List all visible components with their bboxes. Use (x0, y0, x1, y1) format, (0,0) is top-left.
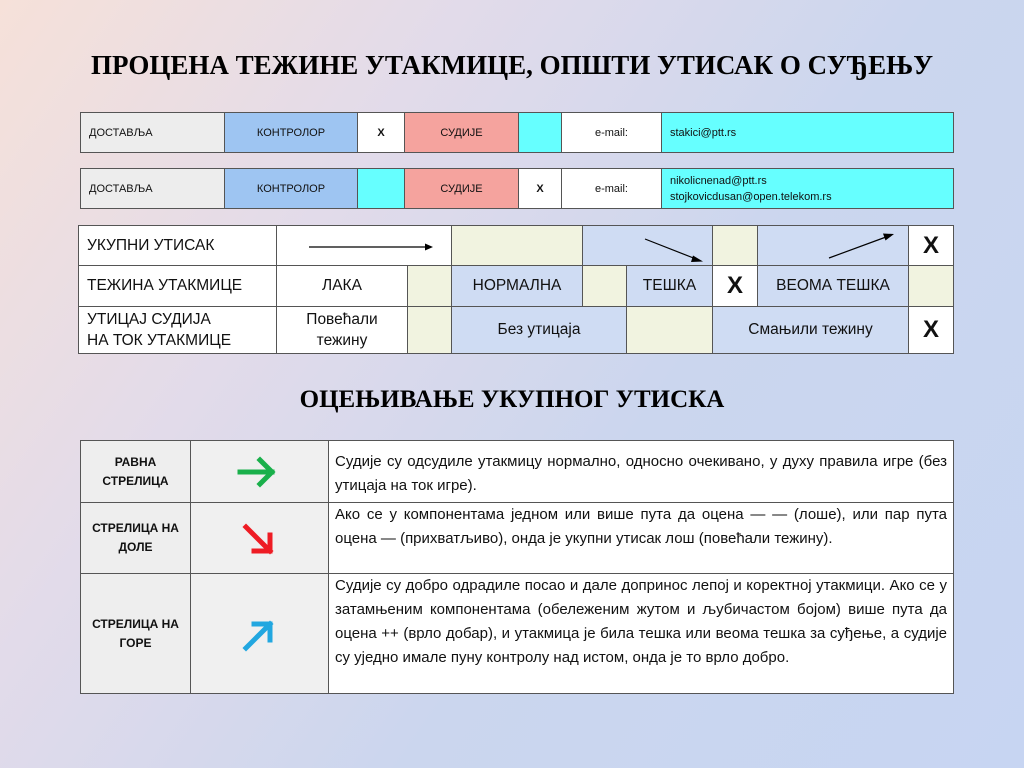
difficulty-normal: НОРМАЛНА (452, 266, 583, 307)
referees-label: СУДИЈЕ (405, 169, 519, 209)
label-line: УТИЦАЈ СУДИЈА (87, 311, 211, 328)
label-line: СТРЕЛИЦА НА (92, 521, 179, 535)
thin-arrow-right-icon (277, 227, 451, 265)
flat-arrow-cell (277, 226, 452, 266)
referees-checkbox[interactable] (519, 113, 562, 153)
delivered-by-label: ДОСТАВЉА (81, 169, 225, 209)
impression-table (78, 225, 954, 354)
influence-none-checkbox[interactable] (627, 307, 713, 354)
down-arrow-cell (583, 226, 713, 266)
legend-icon-cell (191, 574, 329, 694)
legend-name (81, 503, 191, 574)
difficulty-very-hard: ВЕОМА ТЕШКА (758, 266, 909, 307)
difficulty-hard-checkbox[interactable]: X (713, 266, 758, 307)
label-line: тежину (316, 332, 368, 349)
referees-label: СУДИЈЕ (405, 113, 519, 153)
email-line: stojkovicdusan@open.telekom.rs (670, 190, 832, 203)
label-line: Повећали (306, 311, 378, 328)
label-line: СТРЕЛИЦА (102, 473, 169, 488)
influence-none: Без утицаја (452, 307, 627, 354)
influence-reduced: Смањили тежину (713, 307, 909, 354)
difficulty-easy: ЛАКА (277, 266, 408, 307)
email-label: e-mail: (562, 113, 662, 153)
legend-description: Ако се у компонентама једном или више пута да оцена — — (лоше), или пар пута оцена — (прихватљиво), онда је укупни утисак лош (повећали тежину). (329, 503, 954, 574)
delivered-by-label: ДОСТАВЉА (81, 113, 225, 153)
difficulty-hard: ТЕШКА (627, 266, 713, 307)
difficulty-normal-checkbox[interactable] (583, 266, 627, 307)
label-line: СТРЕЛИЦА НА (92, 616, 179, 631)
legend-description: Судије су одсудиле утакмицу нормално, односно очекивано, у духу правила игре (без утицаја на ток игре). (329, 441, 954, 503)
label-line: НА ТОК УТАКМИЦЕ (87, 332, 232, 349)
email-value (662, 169, 954, 209)
email-value: stakici@ptt.rs (662, 113, 954, 153)
legend-table (80, 440, 954, 694)
legend-icon-cell (191, 503, 329, 574)
flat-arrow-checkbox[interactable] (452, 226, 583, 266)
influence-increased-checkbox[interactable] (408, 307, 452, 354)
section-title: ОЦЕЊИВАЊЕ УКУПНОГ УТИСКА (299, 386, 725, 413)
up-arrow-cell (758, 226, 909, 266)
delegate-row-1 (80, 112, 954, 153)
controller-label: КОНТРОЛОР (225, 169, 358, 209)
page-title: ПРОЦЕНА ТЕЖИНЕ УТАКМИЦЕ, ОПШТИ УТИСАК О СУЂЕЊУ (90, 50, 934, 80)
influence-increased (277, 307, 408, 354)
match-difficulty-label: ТЕЖИНА УТАКМИЦЕ (79, 266, 277, 307)
arrow-down-right-icon (191, 508, 329, 568)
label-line: ГОРЕ (119, 635, 152, 650)
difficulty-easy-checkbox[interactable] (408, 266, 452, 307)
legend-icon-cell (191, 441, 329, 503)
legend-name (81, 574, 191, 694)
controller-label: КОНТРОЛОР (225, 113, 358, 153)
difficulty-very-hard-checkbox[interactable] (909, 266, 954, 307)
overall-impression-label: УКУПНИ УТИСАК (79, 226, 277, 266)
referee-influence-label (79, 307, 277, 354)
legend-description: Судије су добро одрадиле посао и дале допринос лепој и коректној утакмици. Ако се у затамњеним компонентама (обележеним жутом и љубичастом бојом) више пута да оцена ++ (врло добар), и утакмица је била тешка или веома тешка за суђење, а судије су уједно имале пуну контролу над истом, онда је то врло добро. (329, 574, 954, 694)
down-arrow-checkbox[interactable] (713, 226, 758, 266)
arrow-right-icon (191, 447, 329, 497)
label-line: ДОЛЕ (118, 540, 153, 554)
referees-checkbox[interactable]: X (519, 169, 562, 209)
up-arrow-checkbox[interactable]: X (909, 226, 954, 266)
influence-reduced-checkbox[interactable]: X (909, 307, 954, 354)
delegate-row-2 (80, 168, 954, 209)
controller-checkbox[interactable] (358, 169, 405, 209)
email-line: nikolicnenad@ptt.rs (670, 174, 767, 187)
controller-checkbox[interactable]: X (358, 113, 405, 153)
arrow-up-right-icon (191, 604, 329, 664)
email-label: e-mail: (562, 169, 662, 209)
legend-name (81, 441, 191, 503)
label-line: РАВНА (114, 454, 157, 469)
